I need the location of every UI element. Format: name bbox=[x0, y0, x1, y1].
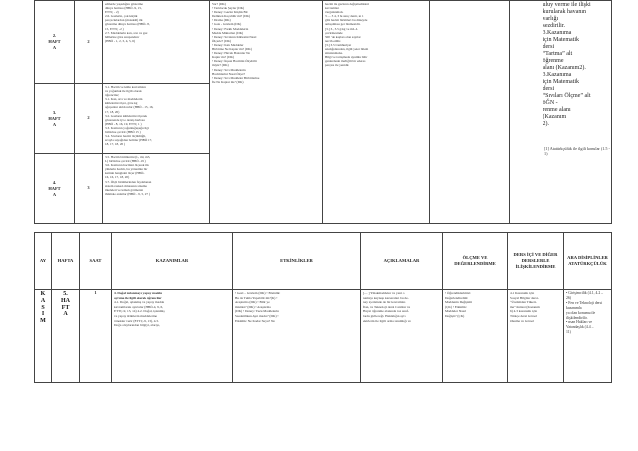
outcomes-cell bbox=[103, 84, 210, 154]
header-week: HAFTA bbox=[52, 233, 80, 290]
text-line: ETTÇ - 2) bbox=[105, 10, 119, 15]
text-line: dünya haritası (HBÖ -9, 15, bbox=[105, 6, 142, 11]
text-line: gösterende iyi e dersiş harbası bbox=[105, 117, 145, 122]
text-line: hacmi ile gazların değişmedikleri bbox=[325, 2, 370, 6]
text-line: İlan, ve Teknoloji dersi Canlılar ve bbox=[363, 304, 411, 309]
header-activities: ETKİNLİKLER bbox=[233, 233, 361, 290]
header-outcomes: KAZANIMLAR bbox=[112, 233, 233, 290]
text-line: • Öğrendiklerimizi bbox=[445, 291, 471, 295]
text-line: parçası ile yenidir. bbox=[325, 63, 350, 68]
text-line: FT bbox=[61, 304, 70, 311]
text-line: • Deney: Katı Maddeler bbox=[212, 42, 244, 47]
text-line: Sosyal Bilgiler dersi- bbox=[510, 295, 539, 300]
text-line: 11) bbox=[566, 330, 571, 335]
hours-cell: 2 bbox=[75, 1, 103, 84]
plan-table-bottom bbox=[34, 232, 612, 383]
text-line: 3.1. Hacim ve kütle kavramları bbox=[105, 85, 147, 89]
activities-cell bbox=[210, 1, 323, 224]
text-line: sezdirilir. bbox=[542, 23, 565, 29]
text-line: Maddenin Değişimi bbox=[445, 300, 473, 305]
text-line: • Deney: Sıvı Maddeler Birbirlerine bbox=[212, 75, 260, 80]
text-line: A bbox=[40, 297, 46, 304]
text-line: sıkılığıdanıdan, ilgili yeter bilem bbox=[325, 47, 369, 52]
text-line: (DK) • Deney: Tuzu Maddelerin bbox=[235, 309, 279, 314]
text-line: larda girileceği. Haklalığın ayrı bbox=[363, 313, 406, 318]
text-line: Madde Miktarları (DK) bbox=[212, 30, 244, 35]
text-line: 3.Kazanıma bbox=[542, 72, 572, 78]
text-line: İle Ne Kaptar mı? (DK) bbox=[212, 79, 244, 84]
text-line: ilkeleleri ve lemalı görmeniz bbox=[105, 187, 143, 192]
text-line: Etkinlik: Ne Kadar Suyu? Ne bbox=[235, 318, 275, 323]
text-line: 500 ’de kaşları olan sayılar bbox=[325, 34, 361, 39]
text-line: A bbox=[63, 311, 68, 318]
month-cell bbox=[35, 290, 52, 383]
text-line: kurularak havanın bbox=[542, 9, 586, 15]
text-line: ekirlerin ile ilgili orma tanımlığı ve bbox=[363, 318, 411, 323]
text-line: 3 — 3 4, 3 hı sınıç denir, ın 1 bbox=[325, 14, 364, 19]
evaluation-cell bbox=[430, 1, 510, 224]
text-line: • Girişimcilik (4.1, 4.2 – 26) bbox=[566, 291, 604, 300]
text-line: 5. bbox=[63, 291, 68, 297]
text-line: Türkçe dersi Görsel bbox=[510, 313, 537, 318]
header-other-courses: DERS İÇİ VE DİĞER DERSLERLE İLİŞKİLENDİRME bbox=[508, 233, 564, 290]
text-line: HAFT bbox=[48, 115, 61, 121]
text-line: Okuma ve Görsel bbox=[510, 318, 534, 323]
text-line: ağırşanlar alıldı nıbır (HBÖ - 15, 16, bbox=[105, 105, 154, 110]
week-cell bbox=[52, 290, 80, 383]
text-line: sistem rasked olmasının sinama bbox=[105, 183, 147, 188]
text-line: Hacimlerini Nasıl Ölçer? bbox=[212, 71, 246, 76]
text-line: “Sıvıları Ölçme” alt bbox=[542, 93, 591, 99]
text-line: 3. bbox=[52, 109, 57, 115]
text-line: ney içerisinde de bir kavramlar. bbox=[363, 300, 406, 305]
text-line: Doğa olaylarından bilgiyi, alarıyı, bbox=[114, 323, 161, 328]
text-line: 3.1. Katı, sıvı ve maddelerin bbox=[105, 97, 143, 102]
text-line: A bbox=[52, 191, 57, 197]
evaluation-cell bbox=[443, 290, 508, 383]
text-line: 3.3. Katıların yoğunluğuşuğu ilgi bbox=[105, 125, 149, 130]
related-topics-cell bbox=[564, 290, 612, 383]
text-line: ihtimale anlatlar (HBÖ - 9, 5, 27 ) bbox=[105, 191, 150, 196]
text-line: 18, 17, 18, 20 ) bbox=[105, 142, 126, 147]
text-line: dersi bbox=[542, 86, 555, 92]
text-line: 2). bbox=[542, 121, 549, 127]
header-related-topics: ARA DİSİPLİNLER ATATÜRKÇÜLÜK bbox=[564, 233, 612, 290]
text-line: gibi hacim birimleri bu düzeyde bbox=[325, 18, 368, 23]
related-topics-note: [1] Atatürkçülük ile ilgili konular (1.5 - 1) bbox=[544, 146, 610, 157]
text-line: miyiz? (DK) bbox=[212, 63, 229, 68]
outcomes-cell bbox=[103, 154, 210, 224]
text-line: gösterme dünya haritası (HBÖ- 8, bbox=[105, 22, 150, 27]
text-line: varlığı bbox=[542, 16, 559, 22]
week-cell bbox=[35, 1, 75, 84]
text-line: Ölçeriz? (DK) bbox=[212, 38, 231, 43]
text-line: • Tartılacak Şeyler (DK) bbox=[212, 6, 245, 11]
evaluation-methods-cell bbox=[543, 1, 612, 224]
text-line: kavramları bbox=[325, 6, 340, 11]
text-line: • Deney: Farklı Maddelerin bbox=[212, 26, 249, 31]
text-line: “Tartma” alt bbox=[542, 51, 573, 57]
text-line: sıvıyla suyağidan belirler (HBÖ 17, bbox=[105, 138, 153, 143]
text-line: 4.1. Doğal, ışlanmış ve yapay madde bbox=[114, 300, 165, 305]
text-line: ETTÇ-9, 13, 14) 4.2. Doğal, işlenmiş bbox=[114, 309, 165, 314]
text-line: 6) 4.3 kazanımı için bbox=[510, 309, 538, 314]
header-explanations: AÇIKLAMALAR bbox=[361, 233, 443, 290]
text-line: K bbox=[40, 291, 46, 297]
text-line: • Fen ve Teknoloji dersi kazanımla bbox=[566, 300, 603, 310]
text-line: yüklerin hacim, bu yöntemle bir bbox=[105, 167, 148, 172]
other-courses-cell bbox=[508, 290, 564, 383]
text-line: 3.6. Katıların hacmini ölçerek ilk bbox=[105, 163, 149, 168]
text-line: 4. Doğal zulanmayı yapay madde bbox=[114, 291, 162, 295]
text-line: 2.6. Gazlerin, çok küçük bbox=[105, 14, 138, 19]
text-line: kütlelerini ölçer, göre kg bbox=[105, 101, 138, 106]
text-line: 3.4. Sıvıların hacmi ölçüldüğü, bbox=[105, 134, 146, 139]
explanations-cell bbox=[361, 290, 443, 383]
text-line: alanı (Kazanım2). bbox=[542, 65, 586, 71]
text-line: genlerdesin ilerliğili bir ederas bbox=[325, 59, 366, 64]
week-cell bbox=[35, 154, 75, 224]
text-line: (ÇK) • Etkinlik: bbox=[445, 304, 467, 309]
text-line: [3.] 3., 3.5 g/kg ve mL-L bbox=[325, 26, 358, 31]
text-line: Maddeler Nasıl bbox=[445, 309, 466, 314]
header-row bbox=[35, 233, 612, 290]
hours-cell: 2 bbox=[75, 84, 103, 154]
text-line: S bbox=[41, 304, 45, 311]
text-line: (Kazanım bbox=[542, 114, 567, 120]
plan-table-top bbox=[34, 0, 612, 224]
text-line: • Deney: Havalı Balonlar Ne bbox=[212, 51, 250, 56]
text-line: HAFT bbox=[48, 185, 61, 191]
text-line: • Deney: İnşaat Hacmini Ölçebilir bbox=[212, 59, 257, 64]
hours-cell: 3 bbox=[75, 154, 103, 224]
text-line: Kaptır mı? (DK) bbox=[212, 55, 234, 60]
text-line: Değerlendirelim: bbox=[445, 295, 469, 300]
text-line: 3.5. Hacim birimlerini (L, ml, m3, bbox=[105, 155, 151, 159]
text-line: me” ünitesi (Kazanım bbox=[510, 304, 540, 309]
text-line: 2. bbox=[52, 33, 57, 38]
header-month: AY bbox=[35, 233, 52, 290]
text-line: namayı kaynaşı karsaraları bu de- bbox=[363, 295, 409, 300]
text-line: • nsan Hakları ve Vatandaşlık (4.4 – bbox=[566, 320, 594, 330]
text-line: • Drama (DK) bbox=[212, 18, 231, 23]
text-line: anlaşılması ger binmesidir. bbox=[325, 22, 361, 27]
text-line: [3.] 3.5 Cumhuriyet bbox=[325, 42, 352, 47]
text-line: A bbox=[52, 45, 57, 50]
text-line: ve yapay ürünlerin maddelerine bbox=[114, 313, 158, 318]
text-line: 3.7. Ölçü birimlerinden faydalanan bbox=[105, 179, 152, 184]
text-line: L) birbirine çevirir (HBÖ -19 ) bbox=[105, 159, 146, 164]
text-line: öğrenme bbox=[542, 58, 564, 64]
text-line: Saadetilikan Ayrı madır? (DK) • bbox=[235, 313, 279, 318]
text-line: (HBÖ - 8, 16, 19, ETTÇ 1 ) bbox=[105, 121, 142, 126]
text-line: • Gazı - Gözlem (DK) bbox=[212, 22, 242, 27]
text-line: • Deney: Sıvı Maddelerin bbox=[212, 67, 246, 72]
text-line: [— ] Ymakmaddeler ve yeni o bbox=[363, 291, 405, 295]
text-line: edilerde yaşadığını gösterme bbox=[105, 2, 143, 6]
text-line: kavramlarını ayırtalar (HBÖ-4, 9, 6, bbox=[114, 304, 164, 309]
text-line: Bilgi ve tartışmada uyumlu bilir bbox=[325, 55, 368, 60]
text-line: Araştırma (DK) • Bilir ye bbox=[235, 300, 270, 305]
text-line: “Üretimden Tüketi- bbox=[510, 300, 537, 305]
text-line: birbirine çevirir (HBÖ 15 ) bbox=[105, 130, 141, 135]
text-line: Delikten Kaçabilir mi? (DK) bbox=[212, 14, 250, 19]
text-line: ya olan konumu ile ilişkilendirilir. bbox=[566, 310, 596, 320]
text-line: M bbox=[40, 318, 46, 325]
text-line: dersi bbox=[542, 44, 555, 50]
text-line: çevirmesinde bbox=[325, 30, 343, 35]
text-line: 4. bbox=[52, 179, 57, 185]
activities-cell bbox=[233, 290, 361, 383]
text-line: öĞN - bbox=[542, 100, 558, 106]
explanations-cell bbox=[323, 1, 430, 224]
text-line: tercih edilir. bbox=[325, 38, 341, 43]
text-line: Değişir? (ÇK) bbox=[445, 313, 465, 318]
text-line: sürulanmalıa. bbox=[325, 51, 343, 56]
text-line: 15, ETTÇ -2 ) bbox=[105, 26, 124, 31]
text-line: katinin hangisini ölçer (HBÖ- bbox=[105, 171, 145, 176]
text-line: 3.2. Gazların kütlelerini ölçerek bbox=[105, 113, 148, 118]
text-line: • Deney: Gazlar Küçük Bir bbox=[212, 10, 248, 15]
text-line: (HBÖ - 1, 2, 3, 4, 5, 6) bbox=[105, 38, 136, 43]
text-line: vurgulanmalı. bbox=[325, 10, 344, 15]
course-links-cell bbox=[510, 1, 543, 224]
text-line: Hayat öğrenme alanında toz sınıf- bbox=[363, 309, 410, 314]
header-hours: SAAT bbox=[80, 233, 112, 290]
text-line: renme alanı bbox=[542, 107, 571, 113]
text-line: 16, 16, 17, 18, 20) bbox=[105, 175, 130, 180]
outcomes-cell bbox=[112, 290, 233, 383]
outcomes-cell bbox=[103, 1, 210, 84]
text-line: 4.1 Kazanımı için bbox=[510, 291, 535, 295]
text-line: ayrıma ile ilgili olarak öğrenciler bbox=[114, 295, 162, 300]
text-line: için Matematik bbox=[542, 79, 579, 85]
table-row bbox=[35, 290, 612, 383]
text-line: örnekler verir (ETTÇ-9, 13), 4.3. bbox=[114, 318, 159, 323]
text-line: uluy verme ile ilişki bbox=[542, 2, 591, 8]
text-line: için Matematik bbox=[542, 37, 579, 43]
text-line: Bu da Tuhla Yapabilir mi?(K) • bbox=[235, 295, 278, 300]
header-evaluation: ÖLÇME VE DEĞERLENDİRME bbox=[443, 233, 508, 290]
text-line: • Deney: Sıvıların Kütlesini Nasıl bbox=[212, 34, 257, 39]
text-line: misiniz? (DK) • Araştırma bbox=[235, 304, 271, 309]
text-line: • Gezi – Gözlem (DK) • Etkinlik: bbox=[235, 291, 281, 295]
text-line: hâllerine göre sınıpandırır bbox=[105, 34, 140, 39]
text-line: I bbox=[41, 311, 45, 318]
text-line: 2.7. Maddelerin katı, sıvı ve gaz bbox=[105, 30, 148, 35]
text-line: Var? (DK) bbox=[212, 2, 226, 6]
text-line: parçacıklardan (molekül) ilk bbox=[105, 18, 143, 23]
week-cell bbox=[35, 84, 75, 154]
text-line: 3.Kazanıma bbox=[542, 30, 572, 36]
text-line: HA bbox=[61, 297, 70, 304]
text-line: 17, 18, 20) bbox=[105, 109, 120, 114]
text-line: HAFT bbox=[48, 39, 61, 44]
top-row-week-2 bbox=[35, 1, 612, 84]
text-line: A bbox=[52, 121, 57, 127]
text-line: ve yoğunluk ile ilgili olarak bbox=[105, 89, 142, 94]
hours-cell: 1 bbox=[80, 290, 112, 383]
text-line: Birbirine Ne Kaptar mı? (DK) bbox=[212, 47, 252, 52]
text-line: öğrenciler; bbox=[105, 93, 120, 98]
